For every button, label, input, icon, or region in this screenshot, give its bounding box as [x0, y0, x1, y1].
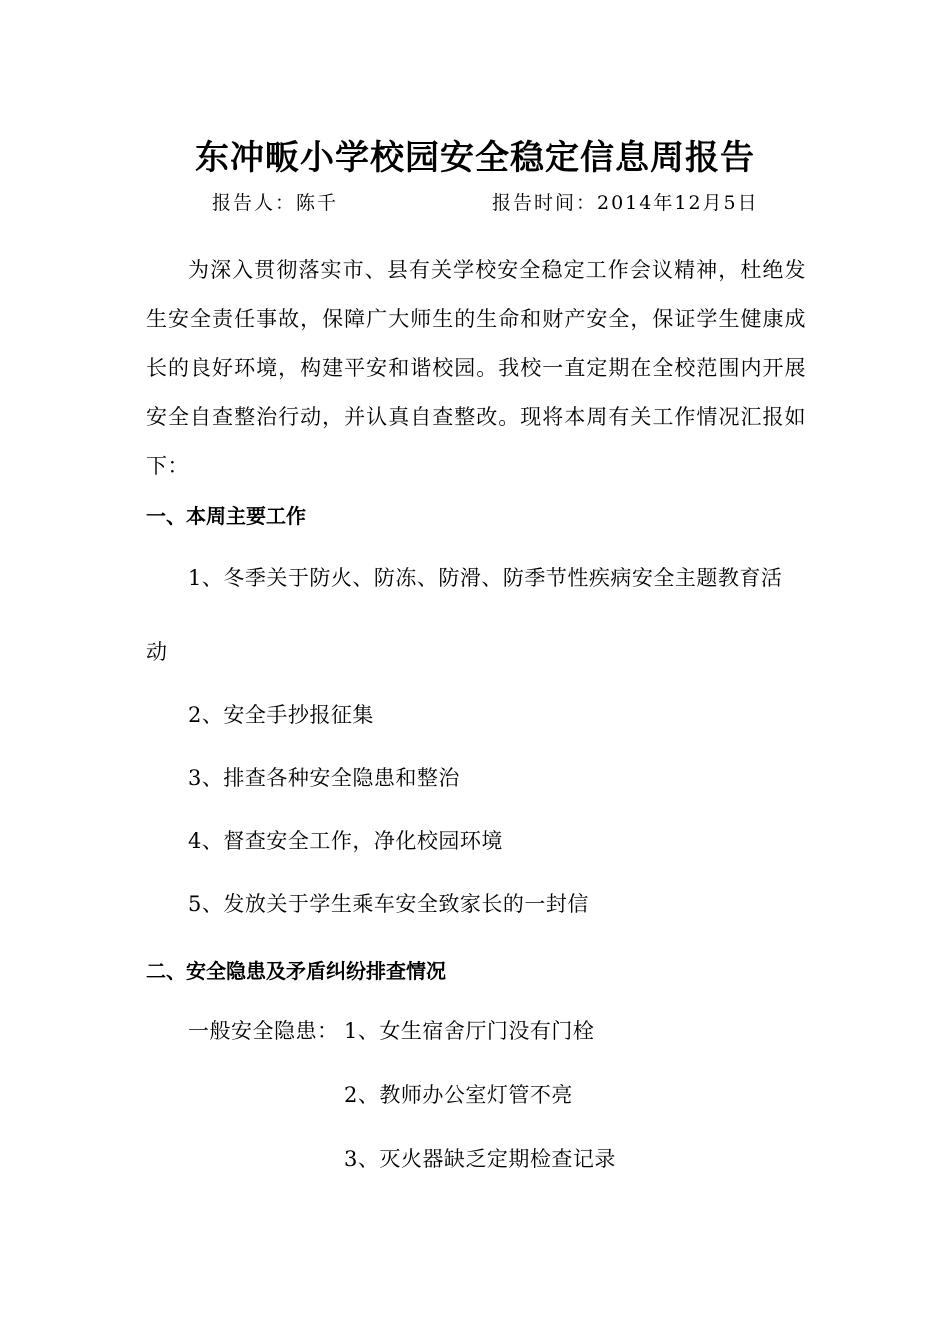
work-item: 2、安全手抄报征集	[188, 703, 374, 727]
report-time-line: 报告时间：2014年12月5日	[492, 192, 759, 214]
work-item: 1、冬季关于防火、防冻、防滑、防季节性疾病安全主题教育活	[188, 566, 783, 590]
work-item: 4、督查安全工作，净化校园环境	[188, 829, 503, 853]
page-title: 东冲畈小学校园安全稳定信息周报告	[195, 138, 755, 178]
work-item: 5、发放关于学生乘车安全致家长的一封信	[188, 892, 589, 916]
intro-paragraph: 为深入贯彻落实市、县有关学校安全稳定工作会议精神，杜绝发生安全责任事故，保障广大师生的生命和财产安全，保证学生健康成长的良好环境，构建平安和谐校园。我校一直定期在全校范围内开展安全自查整治行动，并认真自查整改。现将本周有关工作情况汇报如下：	[146, 258, 806, 478]
work-item-continuation: 动	[146, 640, 168, 664]
hazard-label: 一般安全隐患：	[188, 1019, 339, 1043]
work-item: 3、排查各种安全隐患和整治	[188, 766, 460, 790]
hazard-item: 3、灭火器缺乏定期检查记录	[344, 1147, 616, 1171]
section-heading-main-work: 一、本周主要工作	[146, 504, 306, 528]
hazard-item: 2、教师办公室灯管不亮	[344, 1083, 573, 1107]
reporter-line: 报告人：陈千	[212, 192, 339, 214]
hazard-item: 1、女生宿舍厅门没有门栓	[344, 1019, 595, 1043]
section-heading-hazards: 二、安全隐患及矛盾纠纷排查情况	[146, 959, 446, 983]
